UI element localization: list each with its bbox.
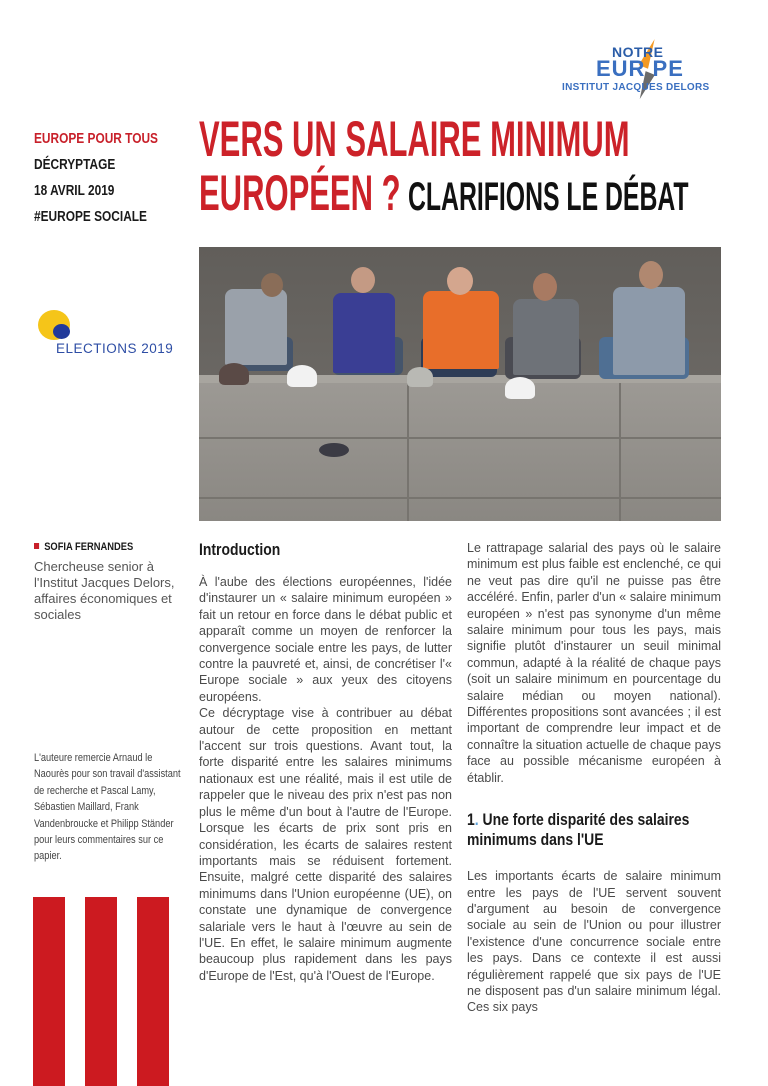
red-square-bullet-icon xyxy=(34,543,39,549)
author-role: Chercheuse senior à l'Institut Jacques Delors, affaires économiques et sociales xyxy=(34,559,175,622)
title-line-2-text: EUROPÉEN ? xyxy=(199,165,401,221)
notre-europe-logo xyxy=(560,36,740,106)
topic-tag: #EUROPE SOCIALE xyxy=(34,209,147,225)
intro-paragraph-1: À l'aube des élections européennes, l'idée d'instaurer un « salaire minimum européen » fait un retour en force dans le débat public et apparaît comme un moyen de renforcer la convergence sociale entre les pays, de lutter contre la pauvreté et, ainsi, de concrétiser l'« Europe sociale » aux yeux des citoyens européens. xyxy=(199,575,452,704)
pigeon xyxy=(319,443,349,457)
red-stripe-decoration xyxy=(33,897,65,1086)
elections-2019-logo xyxy=(36,308,176,358)
cover-photo xyxy=(199,247,721,521)
title-line-1: VERS UN SALAIRE MINIMUM xyxy=(199,111,630,167)
title-subtitle: CLARIFIONS LE DÉBAT xyxy=(407,175,689,219)
column-left xyxy=(199,540,452,984)
acknowledgements: L'auteure remercie Arnaud le Naourès pour son travail d'assistant de recherche et Pascal Lamy, Sébastien Maillard, Frank Vandenbroucke et Philipp Ständer pour leurs commentaires sur ce papier. xyxy=(34,752,181,863)
intro-paragraph-2: Ce décryptage vise à contribuer au débat autour de cette proposition en mettant l'accent sur trois questions. Avant tout, la forte disparité entre les salaires minimums nationaux est une réalité, mais il est utile de rappeler que le niveau des prix n'est pas non plus le même d'un bout à l'autre de l'Europe. Lorsque les écarts de prix sont pris en considération, les écarts de salaires restent importants mais se réduisent fortement. Ensuite, malgré cette disparité des salaires minimums dans l'Union européenne (UE), on constate une dynamique de convergence salariale vers le haut à l'œuvre au sein de l'UE. En effet, le salaire minimum augmente beaucoup plus rapidement dans les pays d'Europe de l'Est, qu'à l'Ouest de l'Europe. xyxy=(199,706,452,983)
logo-line-2: EUR PE xyxy=(596,56,684,81)
intro-heading: Introduction xyxy=(199,540,281,559)
column-right xyxy=(467,540,721,1016)
author-block xyxy=(34,541,184,623)
logo-line-1: NOTRE xyxy=(612,44,664,60)
intro-paragraph-3: Le rattrapage salarial des pays où le salaire minimum est plus faible est enclenché, ce qui ne veut pas dire qu'il ne puisse pas être accéléré. Enfin, parler d'un « salaire minimum européen » n'est pas synonyme d'un même salaire minimum pour tous les pays, mais signifie plutôt d'instaurer un seuil minimal commun, adapté à la réalité de chaque pays (soit un salaire minimum en pourcentage du salaire médian ou moyen national). Différentes propositions sont avancées ; il est important de comprendre leur impact et de connaître la situation actuelle de chaque pays face au possible mécanisme européen à établir. xyxy=(467,541,721,785)
heading-dot-icon: . xyxy=(474,810,479,830)
red-stripe-decoration xyxy=(85,897,117,1086)
logo-line-3: INSTITUT JACQUES DELORS xyxy=(562,82,710,93)
red-stripe-decoration xyxy=(137,897,169,1086)
page-title xyxy=(199,112,689,224)
title-line-2 xyxy=(199,166,689,224)
publication-date: 18 AVRIL 2019 xyxy=(34,183,115,199)
speech-bubble-blue-icon xyxy=(53,324,70,339)
section-1-heading: 1. Une forte disparité des salaires xyxy=(467,810,690,830)
series-label: EUROPE POUR TOUS xyxy=(34,131,158,147)
section-1-paragraph-1: Les importants écarts de salaire minimum entre les pays de l'UE servent souvent d'argument au besoin de convergence sociale au sein de l'Union ou pour illustrer l'existence d'une concurrence sociale entre les pays. Dans ce contexte il est aussi régulièrement rappelé que six pays de l'UE ne disposent pas d'un salaire minimum légal. Ces six pays xyxy=(467,869,721,1015)
elections-label: ELECTIONS 2019 xyxy=(56,341,174,356)
doc-type: DÉCRYPTAGE xyxy=(34,157,116,173)
author-name: SOFIA FERNANDES xyxy=(34,541,162,553)
section-1-heading-line-2: minimums dans l'UE xyxy=(467,830,604,850)
document-meta xyxy=(34,126,158,230)
